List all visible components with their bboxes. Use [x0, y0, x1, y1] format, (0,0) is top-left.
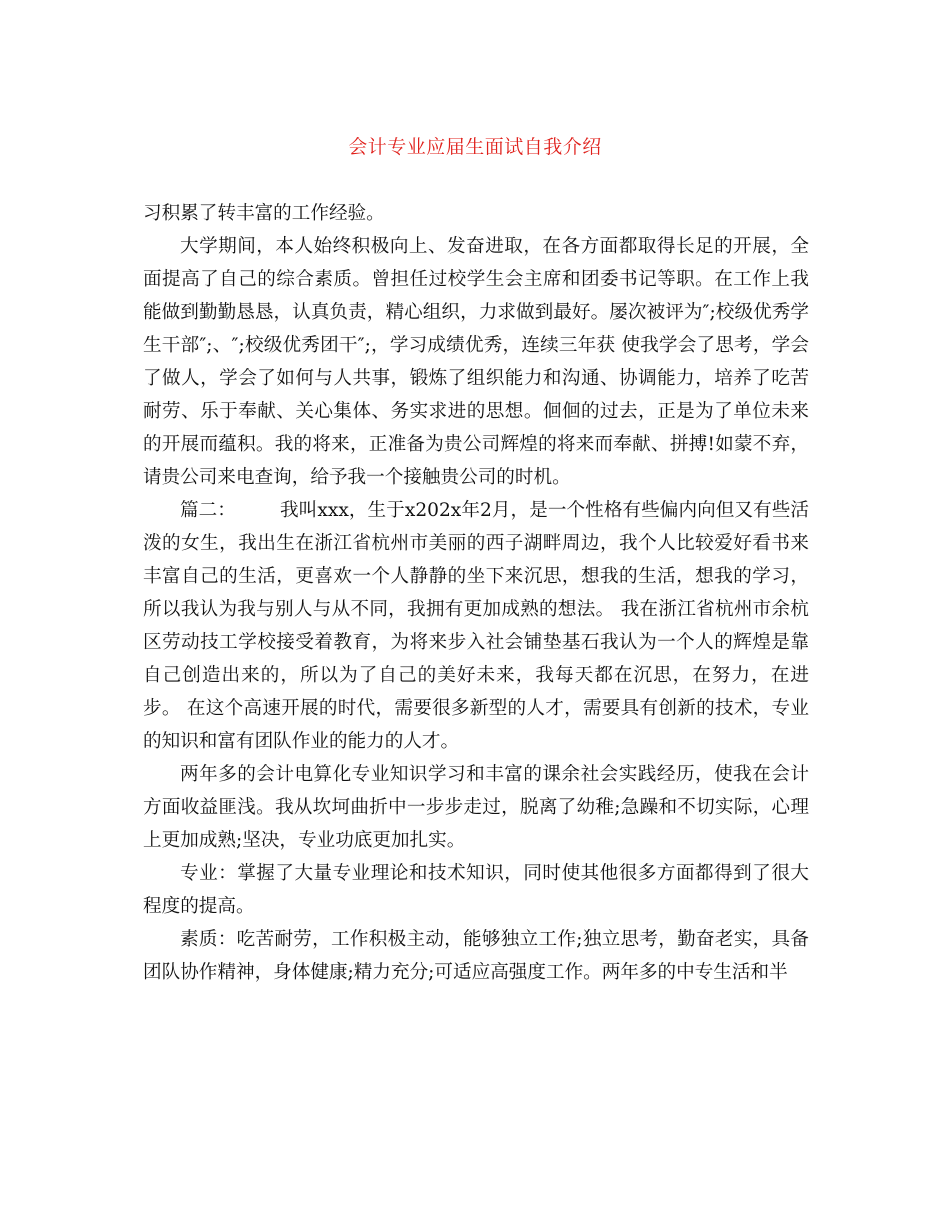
paragraph-3	[143, 494, 809, 758]
section-label: 篇二：	[180, 500, 236, 521]
paragraph-1: 习积累了转丰富的工作经验。	[143, 203, 385, 224]
paragraph-3-text: 我叫xxx，生于x202x年2月，是一个性格有些偏内向但又有些活泼的女生，我出生在浙江省杭州市美丽的西子湖畔周边，我个人比较爱好看书来丰富自己的生活，更喜欢一个人静静的坐下来沉思，想我的生活，想我的学习，所以我认为我与别人与从不同，我拥有更加成熟的想法。 我在浙江省杭州市余杭区劳动技工学校接受着教育，为将来步入社会铺垫基石我认为一个人的辉煌是靠自己创造出来的，所以为了自己的美好未来，我每天都在沉思，在努力，在进步。 在这个高速开展的时代，需要很多新型的人才，需要具有创新的技术，专业的知识和富有团队作业的能力的人才。	[143, 500, 809, 752]
paragraph-4: 两年多的会计电算化专业知识学习和丰富的课余社会实践经历，使我在会计方面收益匪浅。我从坎坷曲折中一步步走过，脱离了幼稚;急躁和不切实际，心理上更加成熟;坚决，专业功底更加扎实。	[143, 764, 809, 851]
document-body	[143, 197, 809, 989]
paragraph-5: 专业：掌握了大量专业理论和技术知识，同时使其他很多方面都得到了很大程度的提高。	[143, 863, 809, 917]
document-title: 会计专业应届生面试自我介绍	[348, 136, 602, 158]
paragraph-6: 素质：吃苦耐劳，工作积极主动，能够独立工作;独立思考，勤奋老实，具备团队协作精神，身体健康;精力充分;可适应高强度工作。两年多的中专生活和半	[143, 929, 809, 983]
paragraph-2: 大学期间，本人始终积极向上、发奋进取，在各方面都取得长足的开展，全面提高了自己的综合素质。曾担任过校学生会主席和团委书记等职。在工作上我能做到勤勤恳恳，认真负责，精心组织，力求做到最好。屡次被评为″;校级优秀学生干部″;、″;校级优秀团干″;，学习成绩优秀，连续三年获 使我学会了思考，学会了做人，学会了如何与人共事，锻炼了组织能力和沟通、协调能力，培养了吃苦耐劳、乐于奉献、关心集体、务实求进的思想。佪佪的过去，正是为了单位未来的开展而蕴积。我的将来，正准备为贵公司辉煌的将来而奉献、拼搏!如蒙不弃，请贵公司来电查询，给予我一个接触贵公司的时机。	[143, 236, 809, 488]
